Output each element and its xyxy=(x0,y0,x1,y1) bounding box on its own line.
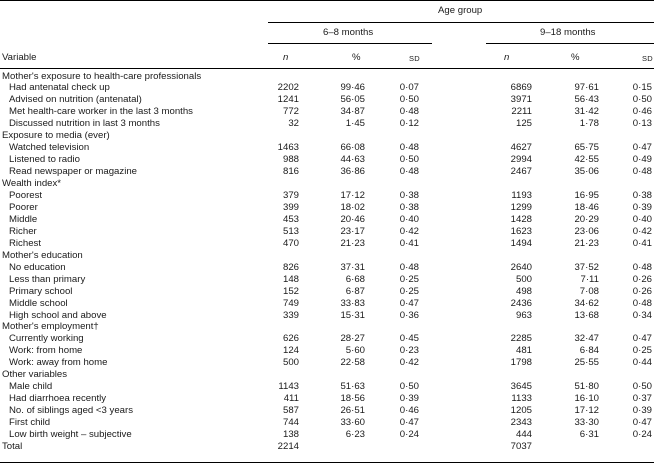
cell-sd-9-18: 0·34 xyxy=(632,309,652,321)
age-group-rule xyxy=(268,22,654,23)
cell-sd-6-8: 0·45 xyxy=(399,333,419,345)
section-label: Total xyxy=(2,440,23,452)
table-row xyxy=(0,405,654,417)
cell-pct-9-18: 16·95 xyxy=(574,190,599,201)
cell-pct-6-8: 20·46 xyxy=(340,213,365,225)
pct-header-group1: % xyxy=(352,52,361,63)
cell-n-6-8: 32 xyxy=(288,118,299,130)
section-row xyxy=(0,178,654,190)
row-label: Richer xyxy=(9,225,37,237)
row-label: Poorer xyxy=(9,201,38,213)
cell-n-9-18: 2640 xyxy=(510,261,532,273)
cell-sd-9-18: 0·39 xyxy=(632,405,652,417)
cell-pct-6-8: 34·87 xyxy=(340,106,365,118)
cell-n-6-8: 411 xyxy=(283,393,299,405)
cell-n-9-18: 481 xyxy=(515,345,532,357)
cell-n-6-8: 124 xyxy=(282,345,299,357)
table-row xyxy=(0,202,654,214)
cell-pct-9-18: 35·06 xyxy=(574,166,599,178)
cell-pct-6-8: 15·31 xyxy=(340,309,365,321)
cell-pct-6-8: 6·68 xyxy=(345,273,365,285)
cell-sd-6-8: 0·50 xyxy=(399,94,419,106)
cell-pct-6-8: 36·86 xyxy=(340,166,365,178)
cell-sd-9-18: 0·37 xyxy=(632,393,652,405)
cell-pct-6-8: 56·05 xyxy=(340,94,365,106)
section-row xyxy=(0,250,654,262)
cell-pct-9-18: 16·10 xyxy=(574,393,599,405)
row-label: Less than primary xyxy=(9,273,86,285)
cell-sd-9-18: 0·50 xyxy=(632,94,652,106)
cell-pct-9-18: 37·52 xyxy=(574,261,599,273)
cell-sd-6-8: 0·38 xyxy=(399,201,419,213)
cell-sd-9-18: 0·42 xyxy=(632,225,652,237)
cell-pct-9-18: 33·30 xyxy=(574,417,599,429)
cell-n-9-18: 2994 xyxy=(510,154,532,166)
sd-header-group1: SD xyxy=(409,54,421,63)
cell-sd-6-8: 0·39 xyxy=(399,393,419,405)
row-label: Low birth weight – subjective xyxy=(9,429,132,440)
cell-n-6-8: 453 xyxy=(282,213,299,225)
cell-n-9-18: 6869 xyxy=(510,82,532,94)
section-label: Wealth index* xyxy=(2,178,62,190)
header-bottom-rule xyxy=(0,68,654,69)
cell-pct-6-8: 37·31 xyxy=(340,261,365,273)
cell-n-9-18: 1205 xyxy=(510,405,532,417)
row-label: Discussed nutrition in last 3 months xyxy=(9,118,160,130)
bottom-rule xyxy=(0,462,654,463)
cell-n-9-18: 3645 xyxy=(510,381,532,393)
section-label: Mother's education xyxy=(2,249,83,261)
table-row xyxy=(0,429,654,441)
cell-pct-6-8: 6·87 xyxy=(345,285,365,297)
cell-sd-6-8: 0·12 xyxy=(399,118,419,130)
cell-n-9-18: 963 xyxy=(515,309,532,321)
cell-n-6-8: 988 xyxy=(282,154,299,166)
cell-sd-9-18: 0·48 xyxy=(632,261,652,273)
cell-n-6-8: 826 xyxy=(282,261,299,273)
group2-rule xyxy=(486,43,654,44)
age-group-header: Age group xyxy=(438,5,483,16)
cell-pct-6-8: 33·60 xyxy=(340,417,365,429)
table-row xyxy=(0,238,654,250)
cell-sd-9-18: 0·13 xyxy=(632,118,652,130)
row-label: Richest xyxy=(9,237,41,249)
row-label: Watched television xyxy=(9,142,90,154)
cell-n-6-8: 399 xyxy=(282,201,299,213)
table-row xyxy=(0,262,654,274)
row-label: Primary school xyxy=(9,285,73,297)
cell-n-6-8: 148 xyxy=(282,273,299,285)
row-label: Male child xyxy=(9,381,53,393)
cell-pct-9-18: 51·80 xyxy=(574,381,599,393)
cell-sd-6-8: 0·25 xyxy=(399,285,419,297)
section-row xyxy=(0,441,654,453)
cell-pct-9-18: 32·47 xyxy=(574,333,599,345)
cell-pct-9-18: 31·42 xyxy=(574,106,599,118)
cell-n-9-18: 1623 xyxy=(510,225,532,237)
cell-pct-9-18: 1·78 xyxy=(579,118,599,130)
table-row xyxy=(0,298,654,310)
cell-n-9-18: 2285 xyxy=(510,333,532,345)
table-row xyxy=(0,310,654,322)
cell-n-9-18: 2467 xyxy=(510,166,532,178)
cell-pct-6-8: 33·83 xyxy=(340,297,365,309)
table-row xyxy=(0,154,654,166)
cell-n-9-18: 1193 xyxy=(511,190,532,201)
pct-header-group2: % xyxy=(571,52,580,63)
cell-n-9-18: 1798 xyxy=(510,357,532,369)
section-row xyxy=(0,369,654,381)
table-row xyxy=(0,214,654,226)
cell-n-6-8: 744 xyxy=(282,417,299,429)
cell-pct-9-18: 97·61 xyxy=(574,82,599,94)
cell-pct-9-18: 20·29 xyxy=(574,213,599,225)
cell-n-6-8: 2202 xyxy=(277,82,299,94)
cell-n-6-8: 138 xyxy=(282,429,299,440)
group1-rule xyxy=(268,43,432,44)
table-row xyxy=(0,286,654,298)
cell-n-9-18: 1133 xyxy=(511,393,532,405)
cell-pct-6-8: 21·23 xyxy=(340,237,365,249)
cell-sd-6-8: 0·47 xyxy=(399,417,419,429)
cell-n-9-18: 444 xyxy=(515,429,532,440)
n-header-group1: n xyxy=(283,52,289,63)
cell-sd-6-8: 0·42 xyxy=(399,225,419,237)
cell-pct-6-8: 22·58 xyxy=(340,357,365,369)
cell-sd-9-18: 0·39 xyxy=(632,201,652,213)
table-row xyxy=(0,82,654,94)
cell-n-9-18: 1494 xyxy=(510,237,532,249)
cell-sd-6-8: 0·38 xyxy=(399,190,419,201)
cell-n-6-8: 470 xyxy=(282,237,299,249)
cell-n-6-8: 749 xyxy=(282,297,299,309)
row-label: No. of siblings aged <3 years xyxy=(9,405,133,417)
cell-n-6-8: 626 xyxy=(282,333,299,345)
cell-pct-6-8: 44·63 xyxy=(340,154,365,166)
row-label: Had diarrhoea recently xyxy=(9,393,107,405)
row-label: Middle xyxy=(9,213,38,225)
cell-sd-6-8: 0·47 xyxy=(399,297,419,309)
cell-sd-9-18: 0·26 xyxy=(632,285,652,297)
cell-pct-6-8: 99·46 xyxy=(340,82,365,94)
cell-sd-9-18: 0·15 xyxy=(632,82,652,94)
cell-n-9-18: 3971 xyxy=(510,94,532,106)
cell-sd-9-18: 0·46 xyxy=(632,106,652,118)
section-label: Other variables xyxy=(2,369,68,381)
table-row xyxy=(0,417,654,429)
row-label: High school and above xyxy=(9,309,107,321)
table-row xyxy=(0,190,654,202)
row-label: Middle school xyxy=(9,297,68,309)
cell-n-6-8: 587 xyxy=(282,405,299,417)
cell-sd-9-18: 0·48 xyxy=(632,297,652,309)
cell-pct-9-18: 6·31 xyxy=(579,429,599,440)
table-row xyxy=(0,333,654,345)
cell-n-6-8: 1143 xyxy=(278,381,299,393)
table-row xyxy=(0,357,654,369)
cell-n-9-18: 500 xyxy=(515,273,532,285)
section-row xyxy=(0,130,654,142)
cell-sd-6-8: 0·48 xyxy=(399,106,419,118)
cell-n-9-18: 4627 xyxy=(510,142,532,154)
cell-sd-6-8: 0·48 xyxy=(399,166,419,178)
cell-pct-9-18: 18·46 xyxy=(574,201,599,213)
table-row xyxy=(0,118,654,130)
cell-pct-9-18: 23·06 xyxy=(574,225,599,237)
row-label: First child xyxy=(9,417,51,429)
cell-sd-9-18: 0·41 xyxy=(632,237,652,249)
row-label: Currently working xyxy=(9,333,84,345)
cell-sd-9-18: 0·25 xyxy=(632,345,652,357)
cell-pct-6-8: 66·08 xyxy=(340,142,365,154)
cell-pct-6-8: 26·51 xyxy=(340,405,365,417)
section-label: Exposure to media (ever) xyxy=(2,130,110,142)
section-row xyxy=(0,321,654,333)
cell-pct-9-18: 42·55 xyxy=(574,154,599,166)
table-row xyxy=(0,142,654,154)
cell-sd-9-18: 0·48 xyxy=(632,166,652,178)
cell-sd-9-18: 0·49 xyxy=(632,154,652,166)
table-row xyxy=(0,226,654,238)
cell-sd-6-8: 0·41 xyxy=(399,237,419,249)
table-row xyxy=(0,345,654,357)
cell-sd-6-8: 0·48 xyxy=(399,261,419,273)
cell-pct-9-18: 17·12 xyxy=(574,405,599,417)
cell-pct-6-8: 6·23 xyxy=(345,429,365,440)
cell-pct-6-8: 17·12 xyxy=(340,190,365,201)
cell-sd-6-8: 0·24 xyxy=(399,429,419,440)
cell-n-6-8: 1241 xyxy=(277,94,299,106)
cell-pct-9-18: 7·08 xyxy=(579,285,599,297)
table-row xyxy=(0,106,654,118)
group1-header: 6–8 months xyxy=(323,27,374,38)
cell-pct-9-18: 34·62 xyxy=(574,297,599,309)
cell-n-9-18: 2436 xyxy=(510,297,532,309)
cell-sd-6-8: 0·25 xyxy=(399,273,419,285)
section-row xyxy=(0,71,654,83)
cell-sd-9-18: 0·44 xyxy=(632,357,652,369)
cell-n-9-18: 498 xyxy=(515,285,532,297)
cell-pct-9-18: 21·23 xyxy=(574,237,599,249)
cell-pct-6-8: 23·17 xyxy=(340,225,365,237)
cell-n-9-18: 7037 xyxy=(510,440,532,452)
cell-pct-6-8: 51·63 xyxy=(340,381,365,393)
cell-sd-6-8: 0·23 xyxy=(399,345,419,357)
cell-sd-6-8: 0·42 xyxy=(399,357,419,369)
cell-pct-9-18: 65·75 xyxy=(574,142,599,154)
cell-sd-9-18: 0·47 xyxy=(632,333,652,345)
cell-n-6-8: 152 xyxy=(282,285,299,297)
table-row xyxy=(0,94,654,106)
cell-sd-6-8: 0·36 xyxy=(399,309,419,321)
cell-pct-9-18: 6·84 xyxy=(579,345,599,357)
cell-n-6-8: 500 xyxy=(282,357,299,369)
group2-header: 9–18 months xyxy=(540,27,596,38)
cell-n-6-8: 513 xyxy=(282,225,299,237)
row-label: No education xyxy=(9,261,66,273)
cell-n-9-18: 125 xyxy=(515,118,532,130)
table-row xyxy=(0,274,654,286)
cell-n-6-8: 1463 xyxy=(277,142,299,154)
cell-n-9-18: 1428 xyxy=(510,213,532,225)
cell-n-6-8: 816 xyxy=(282,166,299,178)
row-label: Poorest xyxy=(9,190,43,201)
cell-n-6-8: 339 xyxy=(282,309,299,321)
table-row xyxy=(0,166,654,178)
table-row xyxy=(0,381,654,393)
cell-pct-6-8: 18·56 xyxy=(340,393,365,405)
cell-n-9-18: 2211 xyxy=(511,106,532,118)
n-header-group2: n xyxy=(504,52,510,63)
cell-sd-9-18: 0·50 xyxy=(632,381,652,393)
cell-n-9-18: 2343 xyxy=(510,417,532,429)
section-label: Mother's employment† xyxy=(2,321,99,333)
cell-sd-9-18: 0·47 xyxy=(632,417,652,429)
row-label: Work: away from home xyxy=(9,357,108,369)
cell-sd-6-8: 0·48 xyxy=(399,142,419,154)
cell-pct-6-8: 28·27 xyxy=(340,333,365,345)
cell-sd-6-8: 0·50 xyxy=(399,154,419,166)
cell-pct-9-18: 25·55 xyxy=(574,357,599,369)
row-label: Had antenatal check up xyxy=(9,82,110,94)
cell-sd-9-18: 0·38 xyxy=(632,190,652,201)
cell-sd-9-18: 0·47 xyxy=(632,142,652,154)
cell-sd-6-8: 0·07 xyxy=(399,82,419,94)
cell-pct-9-18: 56·43 xyxy=(574,94,599,106)
row-label: Met health-care worker in the last 3 months xyxy=(9,106,193,118)
cell-n-6-8: 379 xyxy=(282,190,299,201)
cell-pct-6-8: 5·60 xyxy=(345,345,365,357)
cell-sd-6-8: 0·40 xyxy=(399,213,419,225)
row-label: Advised on nutrition (antenatal) xyxy=(9,94,142,106)
cell-n-6-8: 2214 xyxy=(277,440,299,452)
variable-header: Variable xyxy=(2,52,37,63)
cell-pct-9-18: 7·11 xyxy=(580,273,599,285)
cell-n-9-18: 1299 xyxy=(510,201,532,213)
row-label: Work: from home xyxy=(9,345,83,357)
section-label: Mother's exposure to health-care professionals xyxy=(2,70,202,82)
row-label: Read newspaper or magazine xyxy=(9,166,137,178)
cell-sd-6-8: 0·46 xyxy=(399,405,419,417)
top-rule xyxy=(0,0,654,1)
cell-n-6-8: 772 xyxy=(282,106,299,118)
cell-sd-9-18: 0·26 xyxy=(632,273,652,285)
row-label: Listened to radio xyxy=(9,154,80,166)
cell-pct-6-8: 1·45 xyxy=(345,118,365,130)
cell-sd-6-8: 0·50 xyxy=(399,381,419,393)
cell-sd-9-18: 0·40 xyxy=(632,213,652,225)
cell-pct-6-8: 18·02 xyxy=(340,201,365,213)
table-row xyxy=(0,393,654,405)
sd-header-group2: SD xyxy=(642,54,654,63)
cell-sd-9-18: 0·24 xyxy=(632,429,652,440)
cell-pct-9-18: 13·68 xyxy=(574,309,599,321)
